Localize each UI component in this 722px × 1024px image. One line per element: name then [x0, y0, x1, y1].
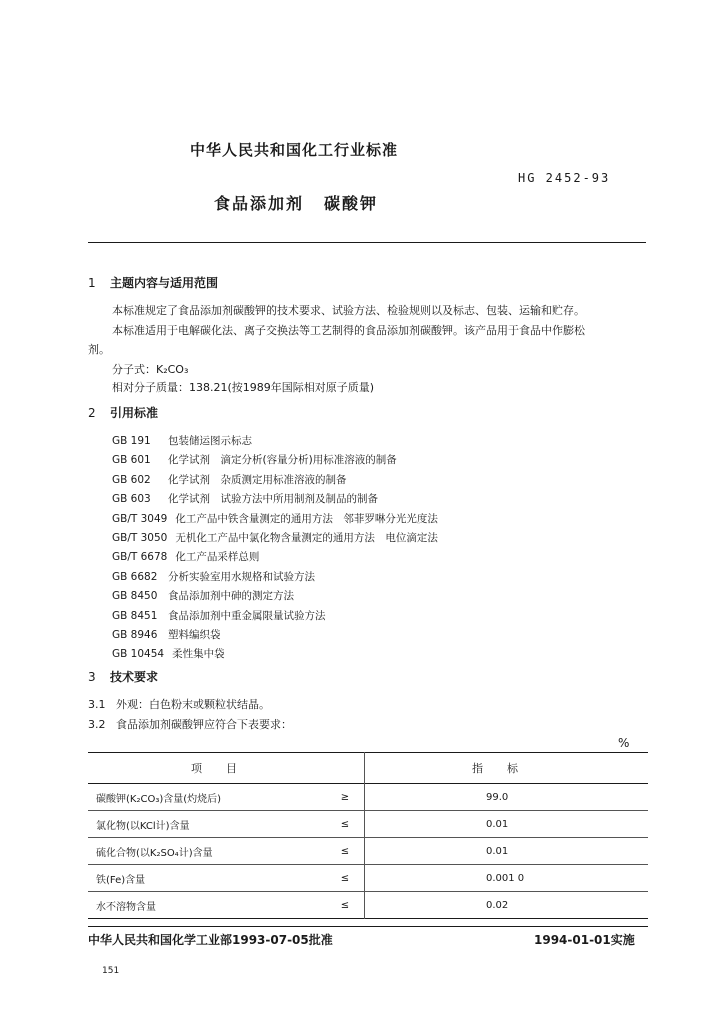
formula-label: 分子式： [112, 363, 156, 376]
ref-name: 化学试剂 杂质测定用标准溶液的制备 [168, 473, 347, 486]
section-2-title: 引用标准 [110, 406, 159, 420]
ref-name: 柔性集中袋 [172, 648, 225, 661]
list-item [112, 510, 438, 529]
item-name: 碳酸钾(K₂CO₃)含量(灼烧后) [96, 793, 222, 805]
list-item [112, 432, 438, 451]
spec-table [88, 752, 648, 919]
reference-list [112, 432, 438, 665]
section-1-title: 主题内容与适用范围 [110, 276, 219, 290]
ref-code: GB/T 3050 [112, 532, 168, 545]
table-row [88, 811, 648, 838]
ref-code: GB 8451 [112, 609, 158, 622]
section-2-number: 2 [88, 406, 96, 420]
table-row [88, 892, 648, 919]
list-item [112, 626, 438, 645]
item-value: 0.01 [486, 845, 509, 857]
list-item [112, 529, 438, 548]
unit-label: % [618, 736, 630, 750]
item-value: 0.02 [486, 899, 509, 911]
ref-code: GB 8946 [112, 629, 158, 642]
section-1-paragraph-2: 本标准适用于电解碳化法、离子交换法等工艺制得的食品添加剂碳酸钾。该产品用于食品中作膨松 [112, 324, 585, 337]
section-1-number: 1 [88, 276, 96, 290]
footer-divider [88, 926, 648, 927]
clause-3-2-number: 3.2 [88, 718, 106, 731]
operator: ≤ [340, 899, 350, 911]
ref-name: 化工产品中铁含量测定的通用方法 邻菲罗啉分光光度法 [175, 512, 438, 525]
effective-date: 1994-01-01实施 [534, 933, 635, 947]
ref-name: 食品添加剂中重金属限量试验方法 [168, 609, 326, 622]
item-name: 硫化合物(以K₂SO₄计)含量 [96, 847, 213, 859]
ref-code: GB 191 [112, 435, 151, 447]
table-row [88, 865, 648, 892]
molecular-mass: 相对分子质量：138.21(按1989年国际相对原子质量) [112, 381, 375, 394]
ref-name: 无机化工产品中氯化物含量测定的通用方法 电位滴定法 [175, 532, 438, 545]
page-number: 151 [102, 966, 120, 976]
operator: ≤ [340, 818, 350, 830]
ref-name: 分析实验室用水规格和试验方法 [168, 570, 315, 583]
list-item [112, 587, 438, 606]
ref-code: GB 8450 [112, 590, 158, 603]
ref-code: GB 603 [112, 493, 151, 506]
list-item [112, 548, 438, 567]
ref-code: GB/T 6678 [112, 551, 168, 564]
item-value: 0.01 [486, 818, 509, 830]
section-3-number: 3 [88, 670, 96, 684]
clause-3-2-text: 食品添加剂碳酸钾应符合下表要求： [116, 718, 292, 731]
table-row [88, 838, 648, 865]
list-item [112, 451, 438, 470]
section-2-heading [88, 404, 158, 421]
ref-name: 化学试剂 滴定分析(容量分析)用标准溶液的制备 [168, 454, 397, 467]
item-name: 水不溶物含量 [96, 901, 156, 913]
header-item: 项目 [191, 762, 261, 775]
ref-code: GB 10454 [112, 648, 165, 661]
list-item [112, 471, 438, 490]
section-1-paragraph-3: 剂。 [88, 343, 110, 356]
ref-code: GB/T 3049 [112, 512, 168, 525]
clause-3-1-text: 外观：白色粉末或颗粒状结晶。 [116, 698, 270, 711]
title-category: 食品添加剂 [214, 194, 305, 213]
list-item [112, 607, 438, 626]
ref-name: 包装储运图示标志 [168, 435, 252, 447]
formula-value: K₂CO₃ [156, 363, 189, 376]
table-header-row [88, 753, 648, 784]
clause-3-2 [88, 716, 292, 732]
item-name: 氯化物(以KCl计)含量 [96, 820, 190, 832]
operator: ≤ [340, 845, 350, 857]
header-divider [88, 242, 646, 243]
section-3-heading [88, 668, 158, 685]
section-1-paragraph-1: 本标准规定了食品添加剂碳酸钾的技术要求、试验方法、检验规则以及标志、包装、运输和贮存。 [112, 304, 585, 317]
list-item [112, 568, 438, 587]
ref-name: 化工产品采样总则 [175, 551, 260, 564]
item-value: 99.0 [486, 791, 509, 803]
molecular-formula [112, 361, 188, 377]
table-row [88, 784, 648, 811]
item-value: 0.001 0 [486, 872, 525, 884]
ref-name: 塑料编织袋 [168, 629, 221, 642]
section-1-heading [88, 274, 218, 291]
ref-code: GB 6682 [112, 570, 158, 583]
ref-code: GB 601 [112, 454, 151, 467]
title-subject: 碳酸钾 [324, 194, 379, 213]
approval-note: 中华人民共和国化学工业部1993-07-05批准 [88, 933, 333, 947]
header-value: 指标 [472, 762, 542, 775]
clause-3-1-number: 3.1 [88, 698, 106, 711]
operator: ≥ [340, 791, 350, 803]
list-item [112, 490, 438, 509]
document-title [214, 191, 378, 214]
ref-code: GB 602 [112, 473, 151, 486]
publisher-title: 中华人民共和国化工行业标准 [190, 141, 399, 159]
ref-name: 食品添加剂中砷的测定方法 [168, 590, 294, 603]
clause-3-1 [88, 696, 270, 712]
standard-code: HG 2452-93 [518, 171, 611, 185]
item-name: 铁(Fe)含量 [96, 874, 146, 886]
list-item [112, 645, 438, 664]
ref-name: 化学试剂 试验方法中所用制剂及制品的制备 [168, 493, 378, 506]
operator: ≤ [340, 872, 350, 884]
section-3-title: 技术要求 [110, 670, 159, 684]
